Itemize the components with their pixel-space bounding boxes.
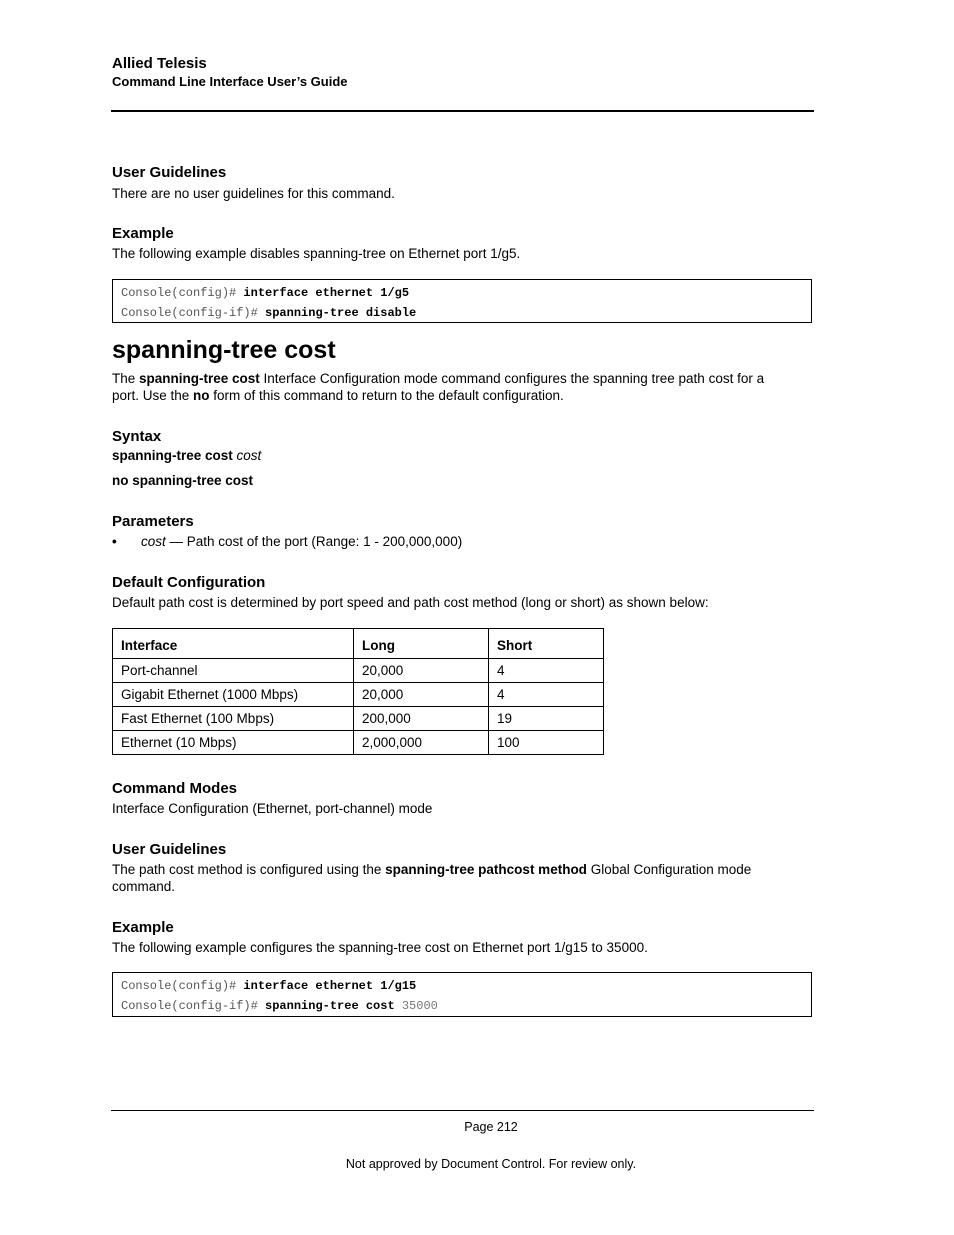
table-row (113, 683, 604, 707)
guidelines-command: spanning-tree pathcost method (385, 862, 587, 877)
table-cell: 200,000 (354, 707, 489, 731)
code-command: interface ethernet 1/g15 (243, 979, 417, 993)
path-cost-table (112, 628, 604, 755)
table-header: Short (489, 629, 604, 659)
parameters-heading: Parameters (112, 513, 194, 530)
section-intro (112, 370, 812, 404)
guidelines-text (112, 861, 812, 895)
table-header: Interface (113, 629, 354, 659)
table-header: Long (354, 629, 489, 659)
company-name: Allied Telesis (112, 55, 207, 72)
code-prompt: Console(config)# (121, 286, 244, 300)
table-cell: 100 (489, 731, 604, 755)
syntax-line (112, 448, 261, 463)
parameter-name: cost (141, 534, 166, 549)
table-header-row (113, 629, 604, 659)
command-modes-heading: Command Modes (112, 780, 238, 797)
syntax-command: spanning-tree cost (112, 448, 233, 463)
prev-code-block (112, 279, 812, 323)
table-cell: 20,000 (354, 683, 489, 707)
code-command: spanning-tree disable (265, 306, 417, 320)
table-cell: 2,000,000 (354, 731, 489, 755)
table-cell: Fast Ethernet (100 Mbps) (113, 707, 354, 731)
guide-title: Command Line Interface User’s Guide (112, 74, 348, 89)
prev-guidelines-heading: User Guidelines (112, 164, 227, 181)
table-cell: 4 (489, 683, 604, 707)
intro-text: The (112, 371, 140, 386)
table-cell: Port-channel (113, 659, 354, 683)
guidelines-text-part: The path cost method is configured using the (112, 862, 386, 877)
code-line (121, 303, 803, 323)
guidelines-text-part: command. (112, 879, 176, 894)
code-command: interface ethernet 1/g5 (243, 286, 410, 300)
code-line (121, 283, 803, 303)
code-line (121, 996, 803, 1016)
table-cell: Ethernet (10 Mbps) (113, 731, 354, 755)
intro-text: Interface Configuration mode command configures the spanning tree path cost for a (259, 371, 765, 386)
table-cell: 19 (489, 707, 604, 731)
table-cell: Gigabit Ethernet (1000 Mbps) (113, 683, 354, 707)
table-cell: 4 (489, 659, 604, 683)
guidelines-heading: User Guidelines (112, 841, 227, 858)
code-prompt: Console(config-if)# (121, 306, 266, 320)
bullet-icon: • (112, 534, 117, 549)
intro-no-keyword: no (193, 388, 210, 403)
intro-text: form of this command to return to the default configuration. (209, 388, 564, 403)
code-prompt: Console(config)# (121, 979, 244, 993)
default-config-text: Default path cost is determined by port speed and path cost method (long or short) as shown below: (112, 595, 709, 610)
table-cell: 20,000 (354, 659, 489, 683)
footer-rule (111, 1110, 814, 1111)
code-prompt: Console(config-if)# (121, 999, 266, 1013)
table-row (113, 707, 604, 731)
review-note: Not approved by Document Control. For review only. (345, 1157, 637, 1171)
code-argument: 35000 (394, 999, 438, 1013)
code-line (121, 976, 803, 996)
example-heading: Example (112, 919, 174, 936)
page-number: Page 212 (464, 1120, 518, 1134)
table-row (113, 659, 604, 683)
prev-guidelines-text: There are no user guidelines for this command. (112, 186, 395, 201)
section-title: spanning-tree cost (112, 336, 336, 364)
guidelines-text-part: Global Configuration mode (586, 862, 752, 877)
intro-text: port. Use the (112, 388, 194, 403)
syntax-heading: Syntax (112, 428, 162, 445)
intro-command: spanning-tree cost (139, 371, 260, 386)
prev-example-text: The following example disables spanning-tree on Ethernet port 1/g5. (112, 246, 521, 261)
example-code-block (112, 972, 812, 1017)
header-rule (111, 110, 814, 112)
prev-example-heading: Example (112, 225, 174, 242)
default-config-heading: Default Configuration (112, 574, 266, 591)
example-text: The following example configures the spanning-tree cost on Ethernet port 1/g15 to 35000. (112, 940, 648, 955)
syntax-argument: cost (236, 448, 262, 463)
command-modes-text: Interface Configuration (Ethernet, port-channel) mode (112, 801, 433, 816)
code-command: spanning-tree cost (265, 999, 395, 1013)
syntax-no-line: no spanning-tree cost (112, 473, 254, 488)
table-row (113, 731, 604, 755)
parameter-description: — Path cost of the port (Range: 1 - 200,000,000) (165, 534, 463, 549)
